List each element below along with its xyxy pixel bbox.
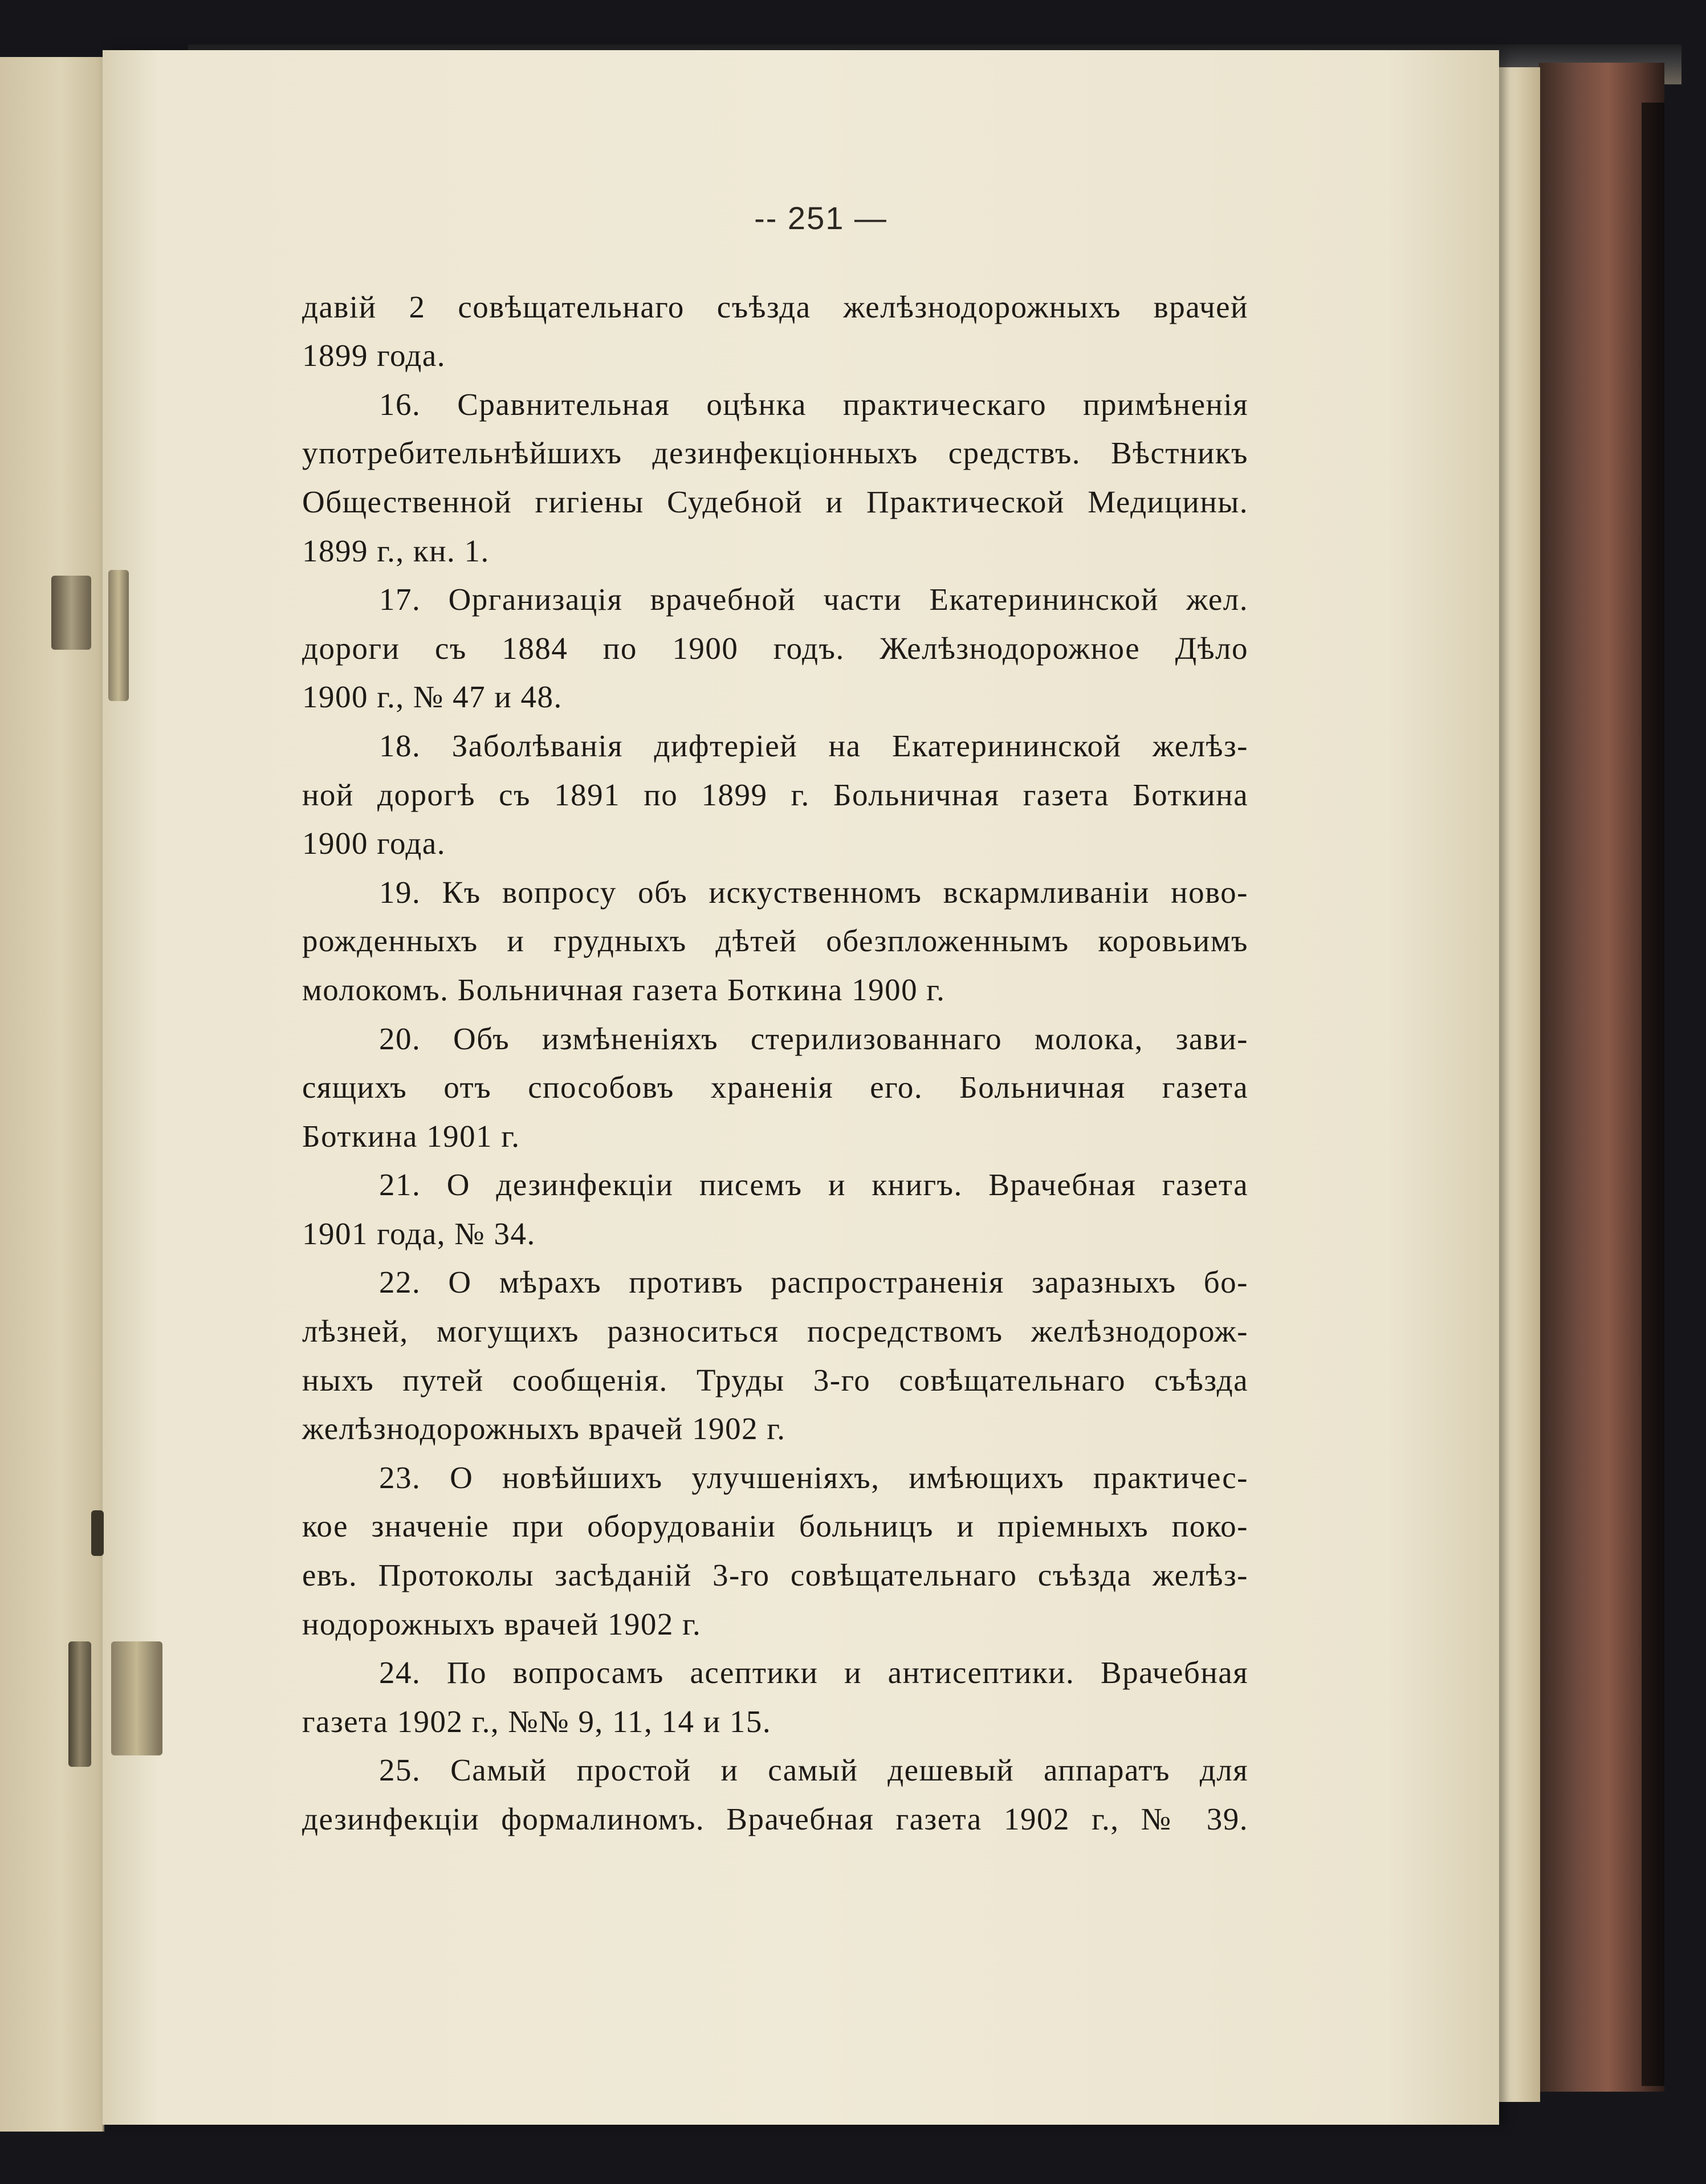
text-line: кое значеніе при оборудованіи больницъ и пріемныхъ поко- (302, 1509, 1248, 1544)
text-line: 22. О мѣрахъ противъ распространенія заразныхъ бо- (379, 1265, 1248, 1300)
text-line: 24. По вопросамъ асептики и антисептики. Врачебная (379, 1655, 1248, 1690)
previous-page-edge (0, 57, 104, 2132)
text-line: сящихъ отъ способовъ храненія его. Больничная газета (302, 1070, 1248, 1105)
bibliography-entry (302, 1014, 1248, 1161)
binding-tab (51, 576, 91, 650)
text-line: 1899 года. (302, 338, 446, 373)
text-line: дезинфекціи формалиномъ. Врачебная газета 1902 г., № 39. (302, 1802, 1248, 1836)
text-line: желѣзнодорожныхъ врачей 1902 г. (302, 1411, 786, 1447)
text-line: 25. Самый простой и самый дешевый аппаратъ для (379, 1753, 1248, 1788)
text-line: 21. О дезинфекціи писемъ и книгъ. Врачебная газета (379, 1167, 1248, 1203)
text-line: Боткина 1901 г. (302, 1118, 520, 1154)
text-line: давій 2 совѣщательнаго съѣзда желѣзнодорожныхъ врачей (302, 289, 1248, 324)
text-line: лѣзней, могущихъ разноситься посредствомъ желѣзнодорож- (302, 1314, 1248, 1349)
text-line: 1899 г., кн. 1. (302, 533, 490, 568)
text-line: употребительнѣйшихъ дезинфекціонныхъ средствъ. Вѣстникъ (302, 435, 1248, 471)
page-text (302, 194, 1248, 1844)
text-line: 1900 г., № 47 и 48. (302, 679, 563, 715)
bibliography-entry (302, 868, 1248, 1014)
text-line: 18. Заболѣванія дифтеріей на Екатерининской желѣз- (379, 728, 1248, 763)
bibliography-entry (302, 1160, 1248, 1258)
book-cover-shadow (1642, 103, 1664, 2086)
bibliography-entry (302, 380, 1248, 575)
binding-tab (111, 1641, 162, 1755)
text-line: 1901 года, № 34. (302, 1216, 536, 1251)
text-line: ныхъ путей сообщенія. Труды 3-го совѣщательнаго съѣзда (302, 1362, 1248, 1397)
text-line: нодорожныхъ врачей 1902 г. (302, 1606, 702, 1641)
text-line: дороги съ 1884 по 1900 годъ. Желѣзнодорожное Дѣло (302, 630, 1248, 666)
binding-tab (68, 1641, 91, 1767)
bibliography-entry (302, 722, 1248, 868)
bibliography-entry (302, 1648, 1248, 1746)
text-line: рожденныхъ и грудныхъ дѣтей обезпложеннымъ коровьимъ (302, 923, 1248, 959)
text-line: газета 1902 г., №№ 9, 11, 14 и 15. (302, 1704, 772, 1739)
text-line: ной дорогѣ съ 1891 по 1899 г. Больничная газета Боткина (302, 777, 1248, 812)
bibliography-entry (302, 1746, 1248, 1843)
text-line: евъ. Протоколы засѣданій 3-го совѣщательнаго съѣзда желѣз- (302, 1558, 1248, 1593)
text-line: молокомъ. Больничная газета Боткина 1900 г. (302, 972, 946, 1007)
binding-tab (91, 1510, 104, 1556)
text-line: 1900 года. (302, 826, 446, 861)
bibliography-entry (302, 283, 1248, 380)
text-line: Общественной гигіены Судебной и Практической Медицины. (302, 484, 1248, 519)
text-line: 20. Объ измѣненіяхъ стерилизованнаго молока, зави- (379, 1021, 1248, 1056)
bibliography-entry (302, 575, 1248, 722)
page-number: -- 251 — (754, 200, 887, 236)
text-line: 19. Къ вопросу объ искуственномъ вскармливаніи ново- (379, 874, 1248, 910)
bibliography-entry (302, 1453, 1248, 1648)
bibliography-entry (302, 1258, 1248, 1453)
text-line: 16. Сравнительная оцѣнка практическаго примѣненія (379, 386, 1248, 422)
binding-tab (108, 570, 129, 701)
text-line: 23. О новѣйшихъ улучшеніяхъ, имѣющихъ практичес- (379, 1460, 1248, 1495)
text-line: 17. Организація врачебной части Екатерининской жел. (379, 582, 1248, 617)
